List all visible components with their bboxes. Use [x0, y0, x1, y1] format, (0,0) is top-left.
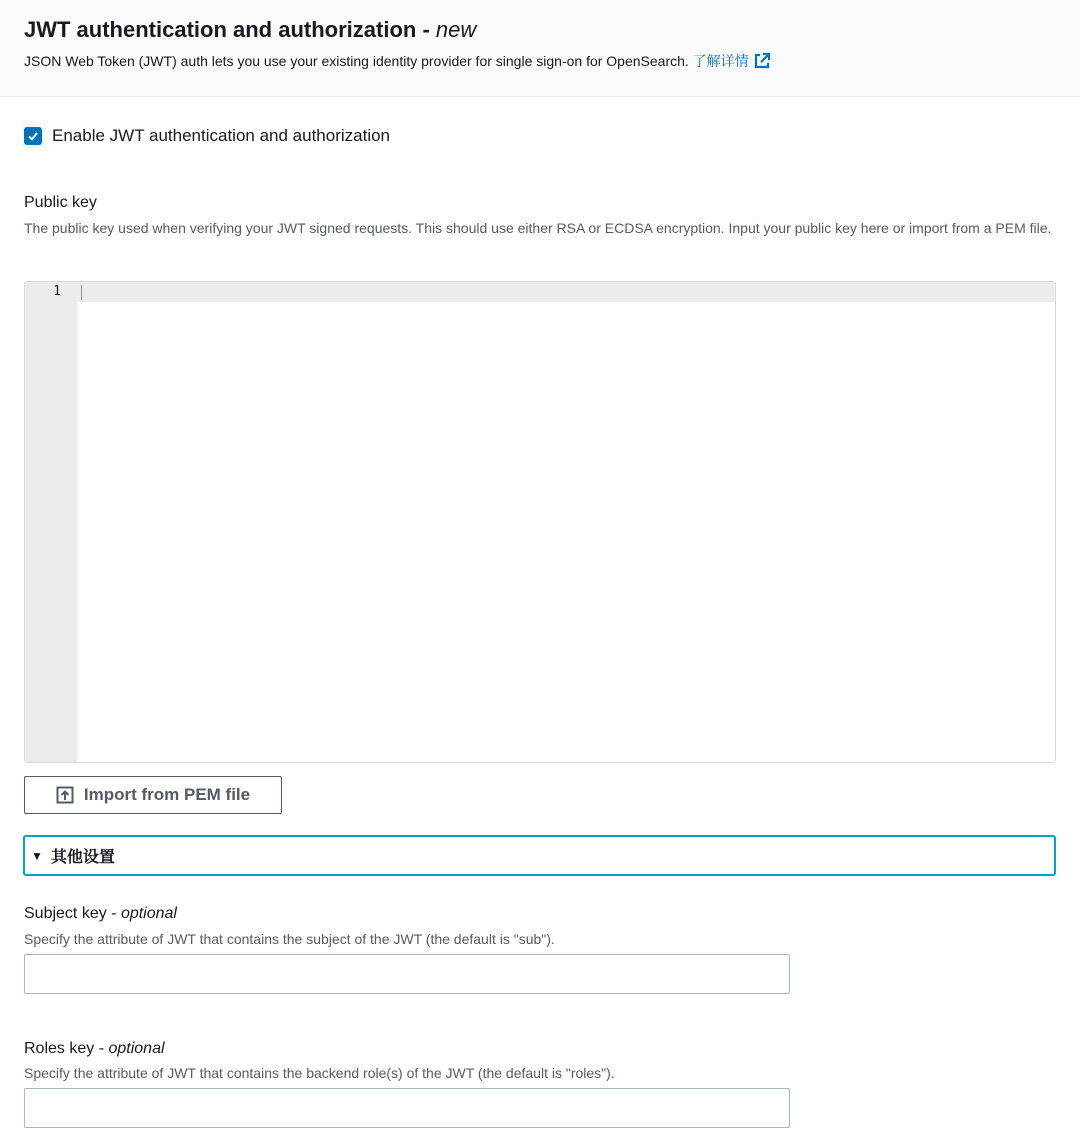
subject-key-label: Subject key - optional	[24, 905, 177, 922]
roles-key-description: Specify the attribute of JWT that contains the backend role(s) of the JWT (the default is "roles").	[24, 1065, 615, 1081]
public-key-label: Public key	[24, 194, 97, 211]
text-cursor	[81, 285, 82, 300]
roles-key-label: Roles key - optional	[24, 1040, 165, 1057]
enable-jwt-checkbox[interactable]	[24, 127, 42, 145]
editor-gutter	[25, 282, 77, 762]
line-number: 1	[53, 284, 61, 299]
section-header	[0, 0, 1080, 97]
external-link-icon	[753, 52, 771, 73]
enable-jwt-row[interactable]	[24, 126, 390, 146]
enable-jwt-label: Enable JWT authentication and authorization	[52, 126, 391, 145]
caret-down-icon: ▼	[31, 848, 43, 863]
roles-key-input[interactable]	[24, 1088, 790, 1128]
section-title: JWT authentication and authorization - new	[24, 17, 477, 42]
public-key-editor[interactable]	[24, 281, 1056, 763]
public-key-description: The public key used when verifying your JWT signed requests. This should use either RSA or ECDSA encryption. Input your public key here or import from a PEM file.	[24, 220, 1052, 236]
checkmark-icon	[27, 130, 39, 142]
learn-more-link[interactable]: 了解详情	[693, 53, 771, 69]
additional-settings-label[interactable]: 其他设置	[50, 849, 115, 866]
import-pem-button[interactable]	[24, 776, 282, 814]
import-pem-label[interactable]: Import from PEM file	[83, 785, 251, 804]
section-description: JSON Web Token (JWT) auth lets you use your existing identity provider for single sign-on for OpenSearch. 了解详情	[24, 51, 771, 73]
upload-icon	[56, 786, 74, 804]
new-badge: new	[435, 17, 477, 42]
subject-key-input[interactable]	[24, 954, 790, 994]
additional-settings-expander[interactable]	[23, 835, 1056, 876]
active-line-highlight	[77, 282, 1055, 302]
subject-key-description: Specify the attribute of JWT that contains the subject of the JWT (the default is "sub").	[24, 931, 555, 947]
